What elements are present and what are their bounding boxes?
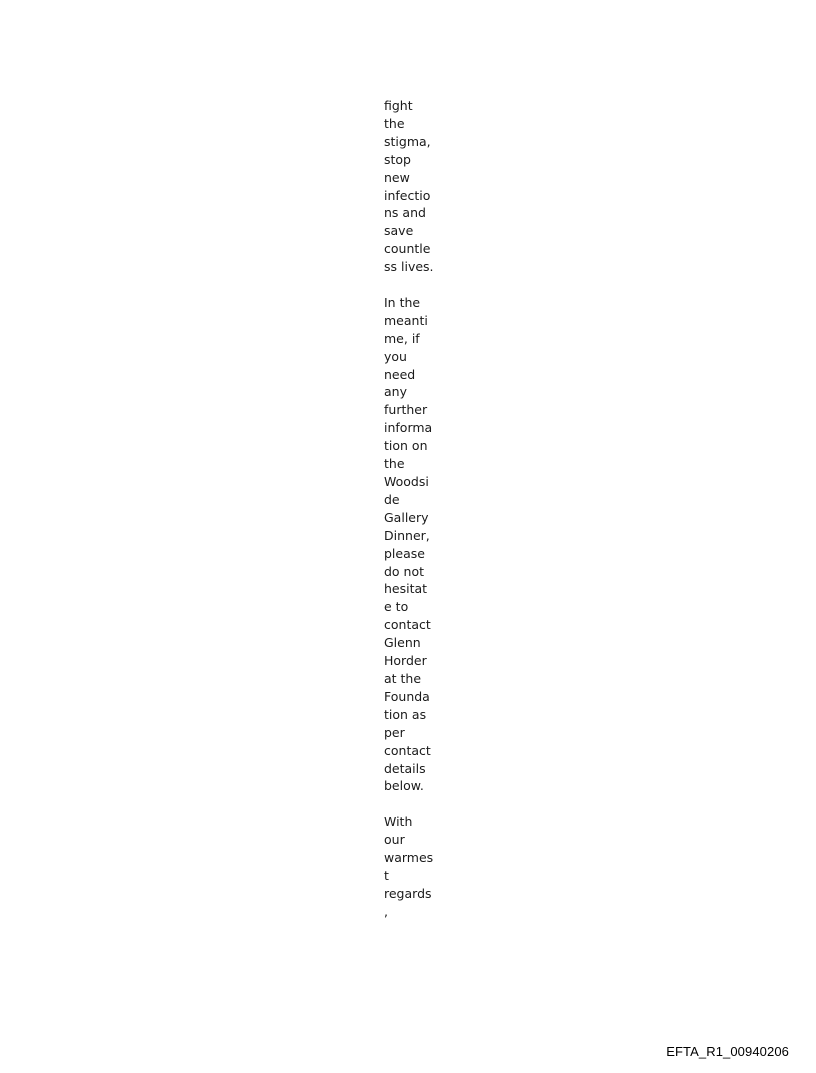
text-line: below. <box>384 778 424 794</box>
text-line: ns and <box>384 205 426 221</box>
text-line: contact <box>384 742 431 758</box>
text-line: per <box>384 724 405 740</box>
text-line: please <box>384 545 425 561</box>
text-line: Glenn <box>384 635 421 651</box>
text-line: Founda <box>384 688 430 704</box>
text-line: contact <box>384 617 431 633</box>
text-line: me, if <box>384 330 420 346</box>
text-line: stop <box>384 151 411 167</box>
text-line: at the <box>384 670 422 686</box>
document-id-footer: EFTA_R1_00940206 <box>666 1044 789 1059</box>
text-line: countle <box>384 241 431 257</box>
text-line: new <box>384 169 410 185</box>
text-line: , <box>384 903 388 919</box>
paragraph-closing-mission <box>384 97 444 276</box>
text-line: Woodsi <box>384 474 429 490</box>
text-line: infectio <box>384 187 431 203</box>
text-line: details <box>384 760 426 776</box>
text-line: tion on <box>384 438 428 454</box>
text-line: warmes <box>384 850 434 866</box>
text-line: In the <box>384 294 421 310</box>
text-line: e to <box>384 599 409 615</box>
text-line: meanti <box>384 312 428 328</box>
text-line: our <box>384 832 405 848</box>
text-line: informa <box>384 420 433 436</box>
text-line: Horder <box>384 653 427 669</box>
text-line: do not <box>384 563 425 579</box>
text-line: further <box>384 402 428 418</box>
text-line: fight <box>384 98 413 113</box>
letter-body-column <box>384 97 444 939</box>
paragraph-contact-info <box>384 294 444 795</box>
text-line: With <box>384 814 413 830</box>
text-line: need <box>384 366 416 382</box>
text-line: ss lives. <box>384 259 434 275</box>
text-line: t <box>384 867 389 883</box>
text-line: save <box>384 223 414 239</box>
text-line: you <box>384 348 407 364</box>
text-line: hesitat <box>384 581 428 597</box>
text-line: the <box>384 456 405 472</box>
text-line: the <box>384 115 405 131</box>
paragraph-sign-off <box>384 813 444 920</box>
text-line: stigma, <box>384 133 431 149</box>
text-line: de <box>384 491 400 507</box>
text-line: tion as <box>384 706 427 722</box>
text-line: Dinner, <box>384 527 430 543</box>
text-line: regards <box>384 885 432 901</box>
text-line: any <box>384 384 407 400</box>
text-line: Gallery <box>384 509 429 525</box>
